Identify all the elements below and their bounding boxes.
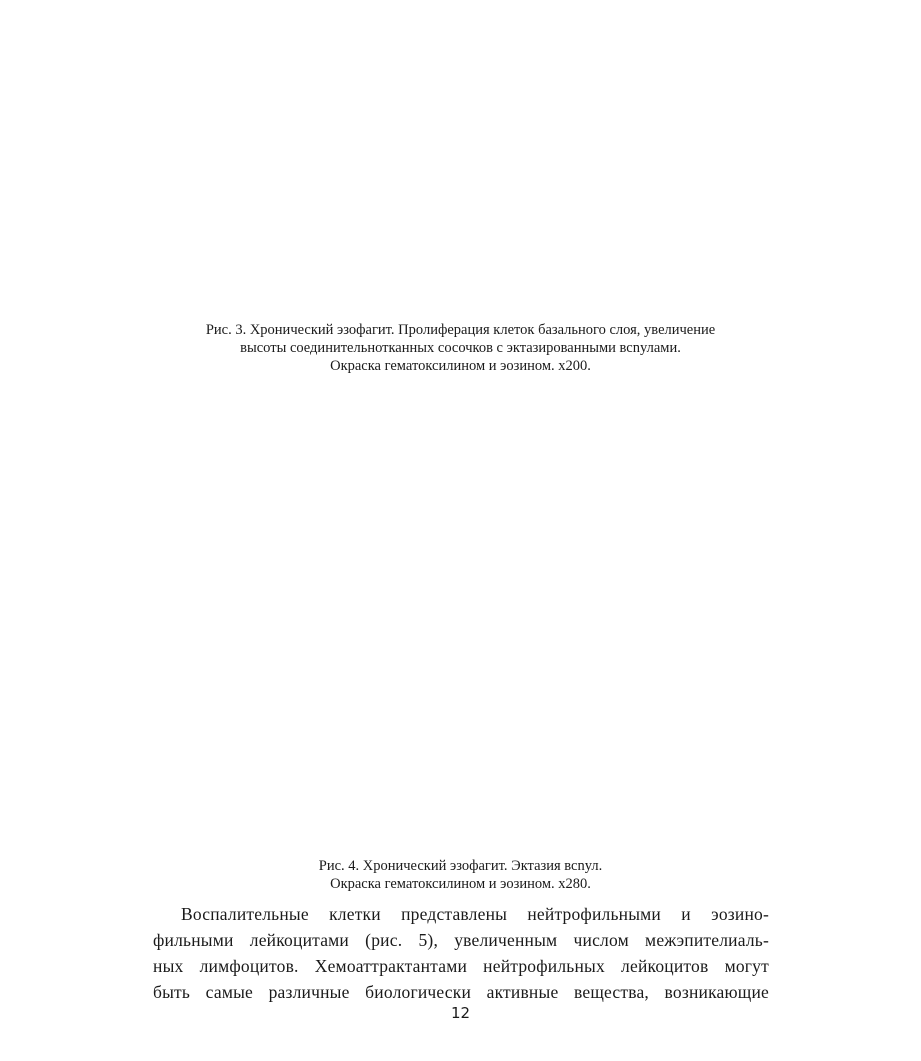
caption-line: Рис. 4. Хронический эзофагит. Эктазия всnул.	[318, 858, 603, 874]
paragraph-line: ных лимфоцитов. Хемоаттрактантами нейтрофильных лейкоцитов могут	[153, 956, 769, 976]
paragraph-line: Воспалительные клетки представлены нейтрофильными и эозино-	[181, 904, 769, 924]
caption-line: высоты соединительнотканных сосочков с эктазированными всnулами.	[240, 340, 681, 356]
paragraph-line: фильными лейкоцитами (рис. 5), увеличенным числом межэпителиаль-	[153, 930, 769, 950]
figure-4-image-area	[150, 400, 771, 850]
caption-line: Окраска гематоксилином и эозином. х280.	[330, 876, 591, 892]
figure-3-caption	[100, 321, 821, 375]
paragraph-line: быть самые различные биологически активные вещества, возникающие	[153, 982, 769, 1002]
caption-line: Окраска гематоксилином и эозином. х200.	[330, 358, 591, 374]
body-paragraph	[153, 901, 769, 1005]
figure-4-caption	[100, 857, 821, 893]
figure-3-image-area	[150, 20, 771, 315]
caption-line: Рис. 3. Хронический эзофагит. Пролиферация клеток базального слоя, увеличение	[205, 322, 716, 338]
page-number: 12	[450, 1004, 471, 1022]
